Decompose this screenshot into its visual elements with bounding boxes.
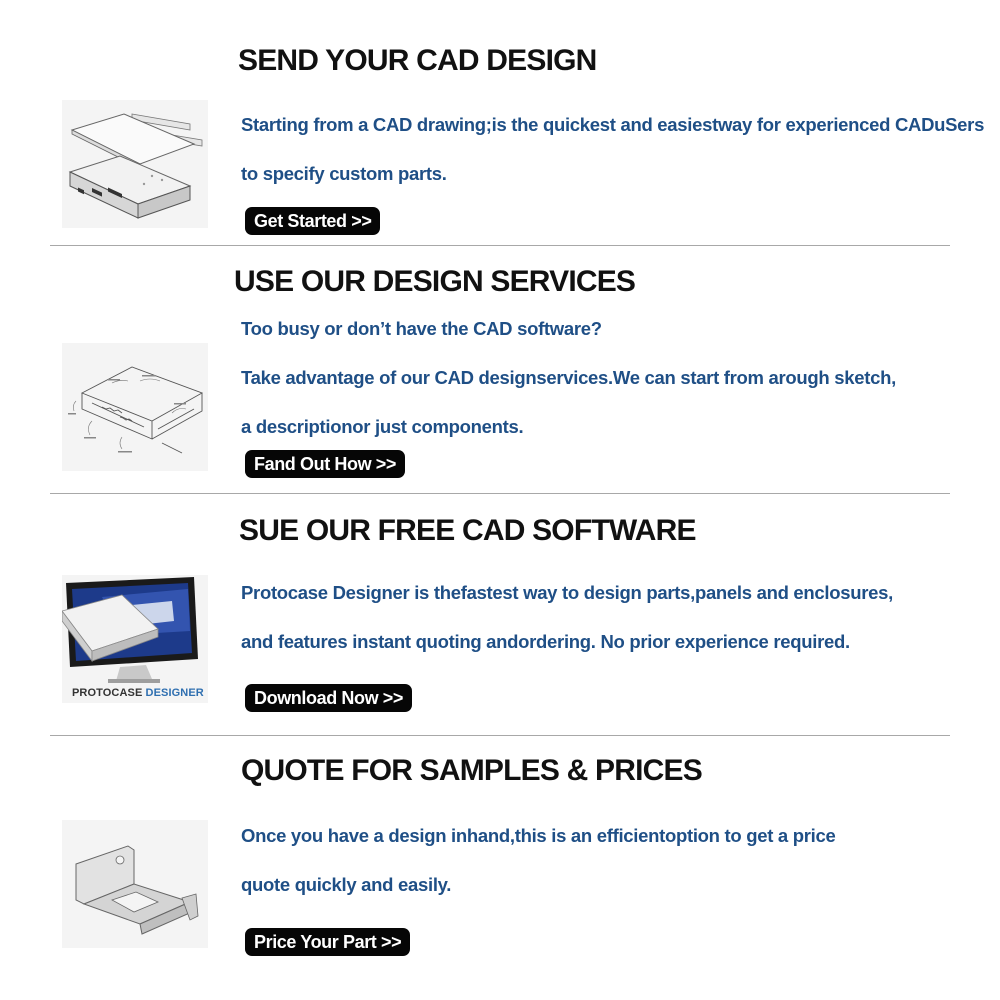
protocase-designer-logo — [72, 687, 204, 699]
cad-drawing-exploded-enclosure-icon — [62, 100, 208, 228]
find-out-how-button[interactable]: Fand Out How >> — [245, 450, 405, 478]
section-heading: USE OUR DESIGN SERVICES — [234, 265, 636, 298]
section-text-line: quote quickly and easily. — [241, 874, 452, 895]
hand-sketch-enclosure-icon — [62, 343, 208, 471]
section-heading: SEND YOUR CAD DESIGN — [238, 44, 597, 77]
get-started-button[interactable]: Get Started >> — [245, 207, 380, 235]
section-text-line: Take advantage of our CAD designservices.We can start from arough sketch, — [241, 367, 896, 388]
section-divider — [50, 245, 950, 246]
bent-metal-bracket-icon — [62, 820, 208, 948]
section-text-line: Too busy or don’t have the CAD software? — [241, 318, 602, 339]
section-text-line: a descriptionor just components. — [241, 416, 524, 437]
section-text-line: Starting from a CAD drawing;is the quickest and easiestway for experienced CADuSers — [241, 114, 985, 135]
section-text-line: Once you have a design inhand,this is an efficientoption to get a price — [241, 825, 836, 846]
section-heading: QUOTE FOR SAMPLES & PRICES — [241, 754, 702, 787]
section-heading: SUE OUR FREE CAD SOFTWARE — [239, 514, 696, 547]
download-now-button[interactable]: Download Now >> — [245, 684, 412, 712]
section-divider — [50, 735, 950, 736]
section-text-line: and features instant quoting andordering. No prior experience required. — [241, 631, 850, 652]
logo-text-protocase: PROTOCASE — [72, 687, 143, 699]
logo-text-designer: DESIGNER — [145, 687, 204, 699]
section-text-line: Protocase Designer is thefastest way to design parts,panels and enclosures, — [241, 582, 893, 603]
section-text-line: to specify custom parts. — [241, 163, 447, 184]
monitor-software-icon — [62, 575, 208, 703]
section-divider — [50, 493, 950, 494]
price-your-part-button[interactable]: Price Your Part >> — [245, 928, 410, 956]
